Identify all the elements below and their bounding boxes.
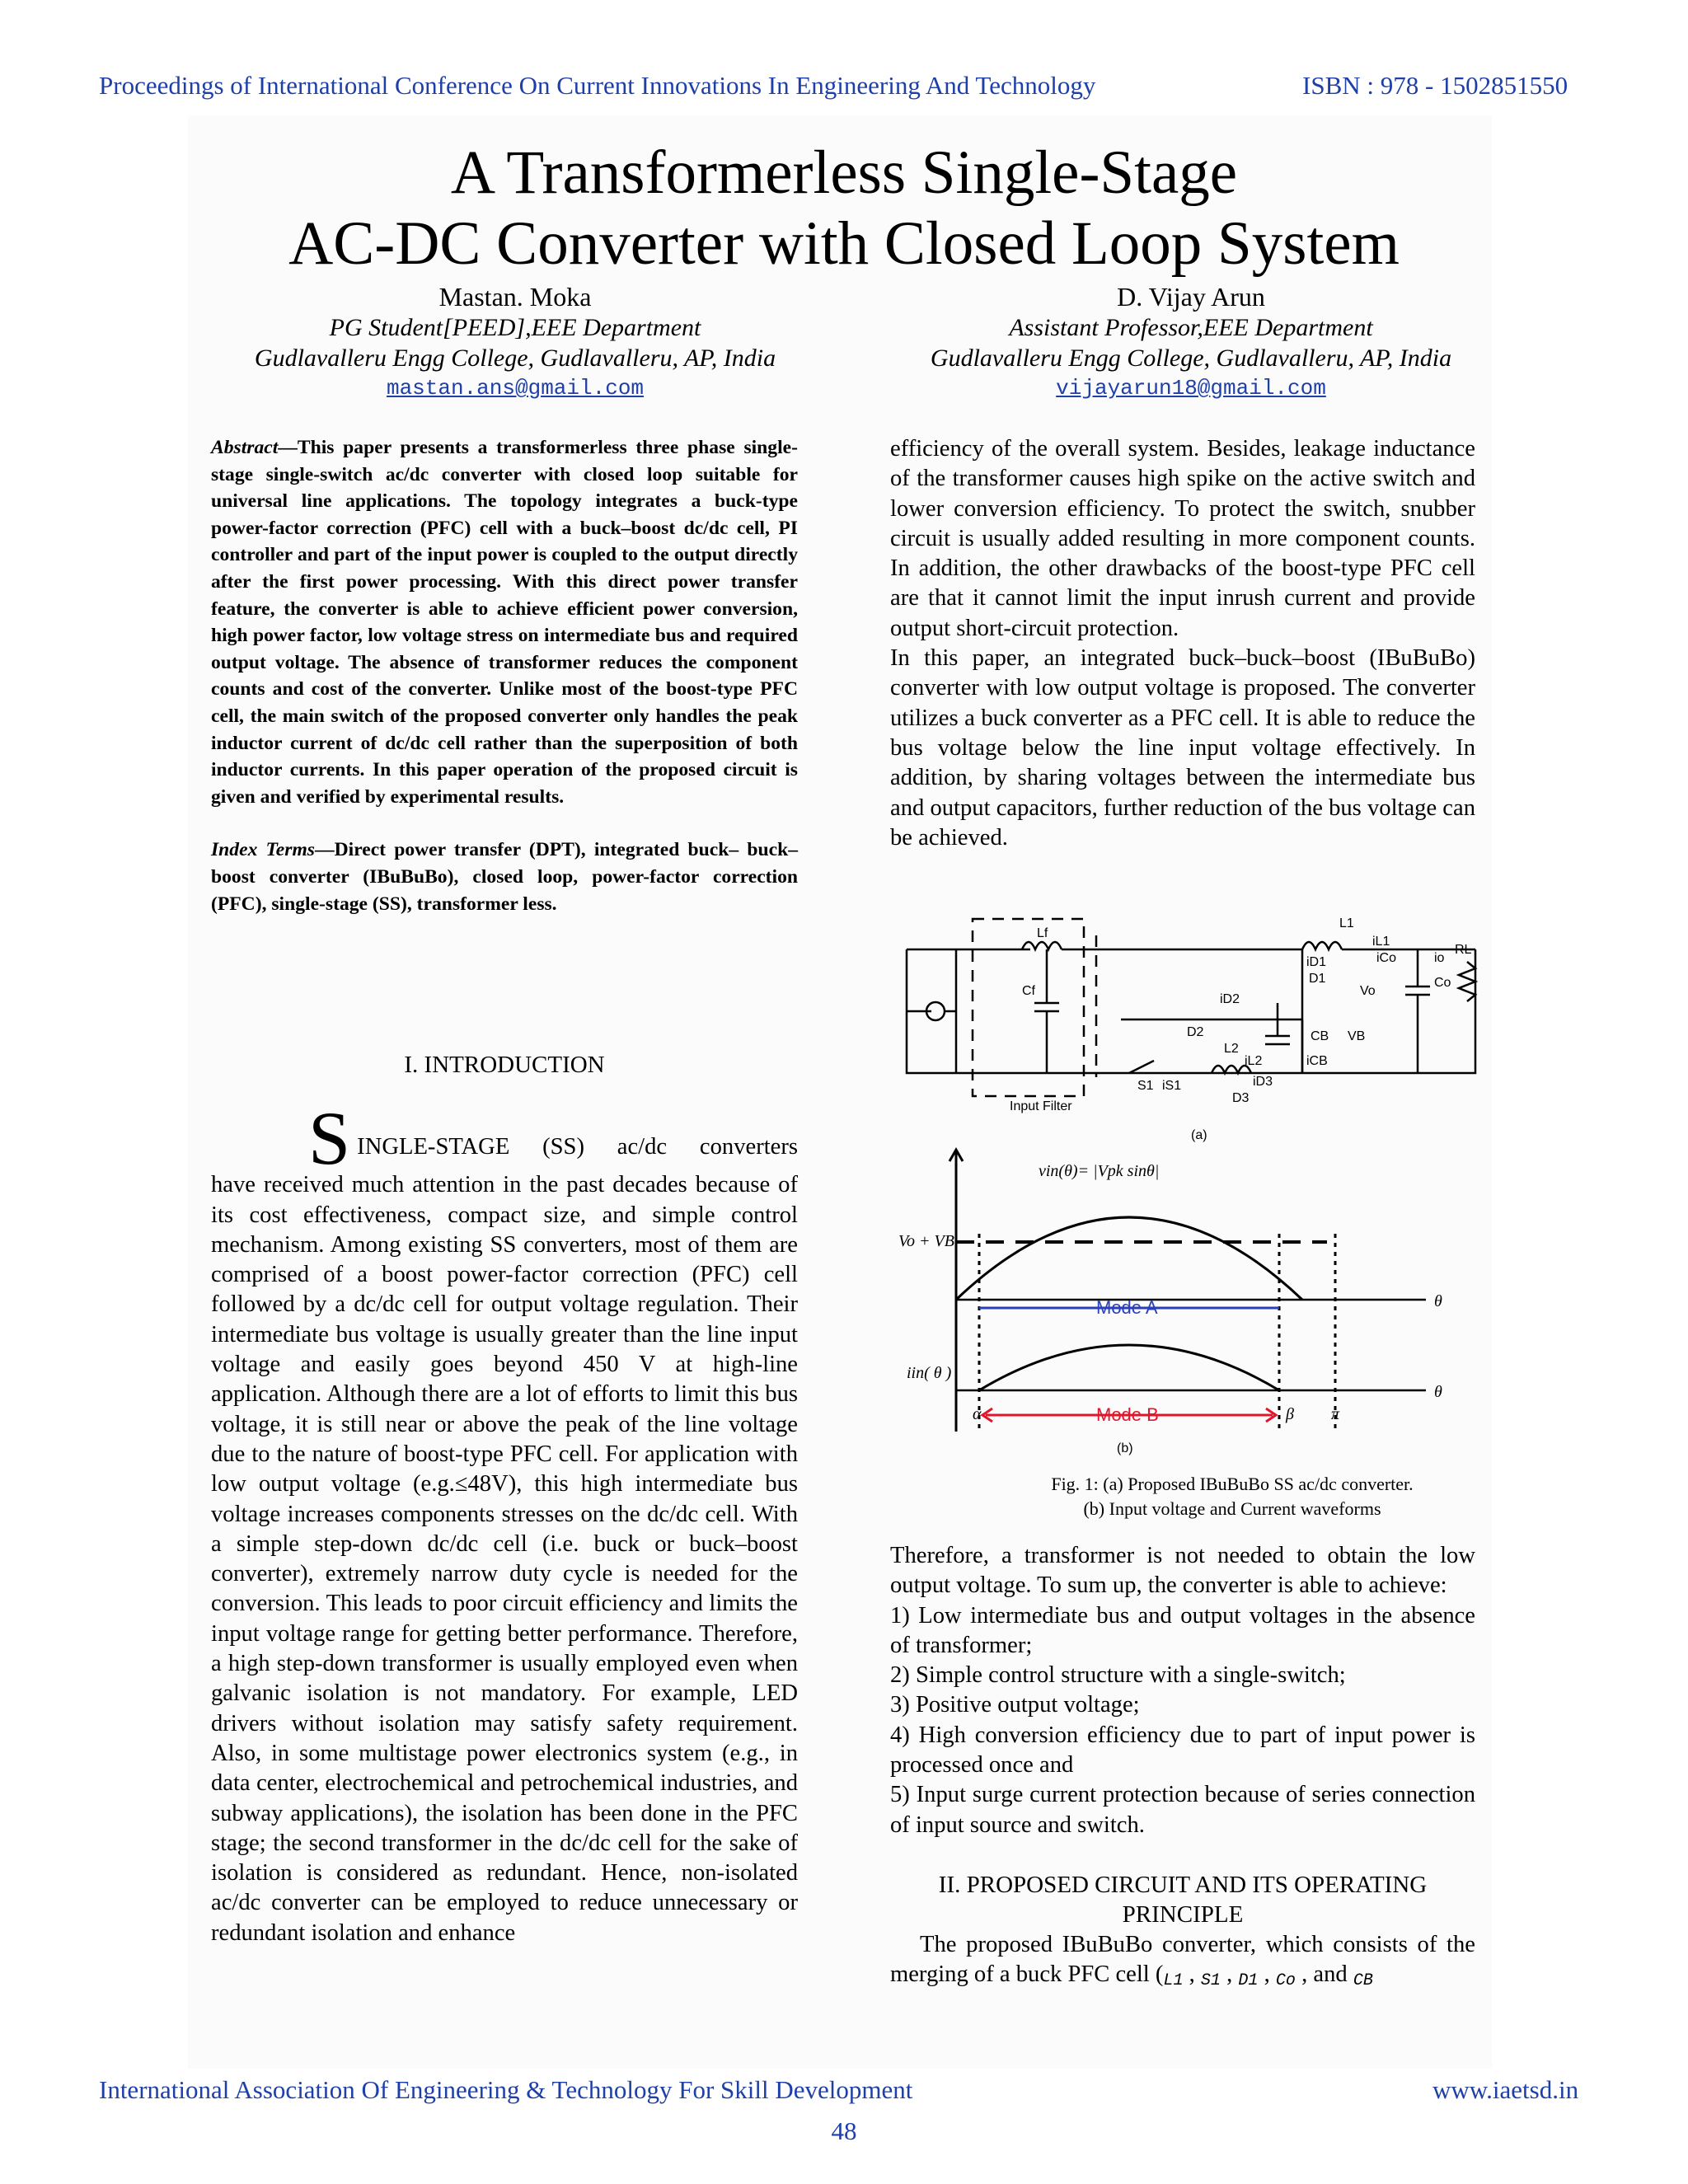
list-item: 4) High conversion efficiency due to part of input power is processed once and — [890, 1722, 1475, 1779]
label-l2: L2 — [1224, 1042, 1239, 1056]
label-pi: π — [1331, 1405, 1340, 1423]
figure-1 — [890, 912, 1484, 1470]
paper-title-line2: AC-DC Converter with Closed Loop System — [288, 209, 1400, 278]
website-link[interactable]: www.iaetsd.in — [1432, 2075, 1579, 2104]
label-vo: Vo — [1360, 984, 1376, 998]
right-column-bottom — [890, 1541, 1475, 1996]
paragraph: Therefore, a transformer is not needed to obtain the low output voltage. To sum up, the converter is able to achieve: — [890, 1543, 1475, 1599]
association-footer: International Association Of Engineering & Technology For Skill Development — [99, 2075, 913, 2104]
author-role: Assistant Professor,EEE Department — [1009, 314, 1373, 341]
waveform-diagram — [898, 1150, 1442, 1455]
label-co: Co — [1434, 976, 1451, 990]
proceedings-header: Proceedings of International Conference On Current Innovations In Engineering And Technology — [99, 71, 1096, 100]
label-input-filter: Input Filter — [1010, 1099, 1072, 1113]
section2-text: The proposed IBuBuBo converter, which consists of the merging of a buck PFC cell ( — [890, 1931, 1475, 1987]
abstract-text: —This paper presents a transformerless three phase single-stage single-switch ac/dc converter with closed loop suitable for universal line applications. The topology integrates a buck-type power-factor correction (PFC) cell with a buck–boost dc/dc cell, PI controller and part of the input power is coupled to the output directly after the first power processing. With this direct power transfer feature, the converter is able to achieve efficient power conversion, high power factor, low voltage stress on intermediate bus and required output voltage. The absence of transformer reduces the component counts and cost of the converter. Unlike most of the boost-type PFC cell, the main switch of the proposed converter only handles the peak inductor current of dc/dc cell rather than the superposition of both inductor currents. In this paper operation of the proposed circuit is given and verified by experimental results. — [211, 437, 798, 808]
label-d1: D1 — [1309, 972, 1326, 986]
sym-cb: CB — [1353, 1971, 1373, 1990]
right-column-top — [890, 434, 1475, 853]
label-vin-equation: vin(θ)= |Vpk sinθ| — [1039, 1162, 1160, 1180]
index-terms — [211, 837, 798, 917]
index-terms-label: Index Terms — [211, 839, 315, 861]
label-sub-a: (a) — [1191, 1128, 1207, 1142]
label-is1: iS1 — [1162, 1079, 1182, 1093]
label-il1: iL1 — [1372, 935, 1390, 949]
label-sub-b: (b) — [1117, 1441, 1133, 1455]
label-io: io — [1434, 951, 1445, 965]
label-ico: iCo — [1376, 951, 1397, 965]
paragraph: In this paper, an integrated buck–buck–boost (IBuBuBo) converter with low output voltage is proposed. The converter utilizes a buck converter as a PFC cell. It is able to reduce the bus voltage below the line input voltage effectively. In addition, by sharing voltages between the intermediate bus and output capacitors, further reduction of the bus voltage can be achieved. — [890, 645, 1475, 851]
section-heading-cont: PRINCIPLE — [1122, 1901, 1244, 1929]
index-terms-text: —Direct power transfer (DPT), integrated buck– buck–boost converter (IBuBuBo), closed loop, power-factor correction (PFC), single-stage (SS), transformer less. — [211, 839, 799, 915]
label-alpha: α — [973, 1405, 982, 1423]
sym-co: Co — [1275, 1971, 1296, 1990]
label-d2: D2 — [1187, 1025, 1204, 1039]
label-cb: CB — [1311, 1029, 1329, 1043]
section-introduction — [211, 1050, 798, 1948]
label-id2: iD2 — [1220, 992, 1240, 1006]
label-mode-a: Mode A — [1096, 1297, 1158, 1318]
label-iin: iin( θ ) — [907, 1364, 952, 1382]
author-email-link[interactable]: mastan.ans@gmail.com — [386, 376, 645, 401]
author-block-2 — [865, 282, 1517, 404]
caption-line-1: Fig. 1: (a) Proposed IBuBuBo SS ac/dc converter. — [1051, 1474, 1414, 1494]
list-item: 1) Low intermediate bus and output voltages in the absence of transformer; — [890, 1602, 1475, 1658]
label-s1: S1 — [1137, 1079, 1154, 1093]
author-role: PG Student[PEED],EEE Department — [329, 314, 701, 341]
label-id3: iD3 — [1253, 1075, 1273, 1089]
isbn-header: ISBN : 978 - 1502851550 — [1302, 71, 1568, 100]
sym-s1: S1 — [1200, 1971, 1221, 1990]
label-vo-vb: Vo + VB — [898, 1232, 954, 1250]
paper-title-line1: A Transformerless Single-Stage — [450, 138, 1238, 207]
author-name: D. Vijay Arun — [1117, 282, 1265, 312]
label-cf: Cf — [1022, 984, 1035, 998]
label-vb: VB — [1348, 1029, 1366, 1043]
label-id1: iD1 — [1306, 955, 1327, 969]
circuit-diagram — [907, 919, 1475, 1096]
section2-paragraph: The proposed IBuBuBo converter, which consists of the merging of a buck PFC cell (L1 , S1 , D1 , Co , and CB — [890, 1931, 1475, 1990]
list-item: 5) Input surge current protection because of series connection of input source and switch. — [890, 1782, 1475, 1838]
label-l1: L1 — [1339, 916, 1354, 930]
author-affiliation: Gudlavalleru Engg College, Gudlavalleru, AP, India — [930, 344, 1452, 372]
sym-l1: L1 — [1163, 1971, 1184, 1990]
abstract — [211, 434, 798, 917]
label-d3: D3 — [1232, 1091, 1250, 1105]
intro-body: have received much attention in the past decades because of its cost effectiveness, compact size, and simple control mechanism. Among existing SS converters, most of them are comprised of a boost power-factor correction (PFC) cell followed by a dc/dc cell for output voltage regulation. Their intermediate bus voltage is usually greater than the line input voltage and easily goes beyond 450 V at high-line application. Although there are a lot of efforts to limit this bus voltage, it is still near or above the peak of the line voltage due to the nature of boost-type PFC cell. For application with low output voltage (e.g.≤48V), this high intermediate bus voltage increases components stresses on the dc/dc cell. With a simple step-down dc/dc cell (i.e. buck or buck–boost converter), extremely narrow duty cycle is needed for the conversion. This leads to poor circuit efficiency and limits the input voltage range for getting better performance. Therefore, a high step-down transformer is usually employed even when galvanic isolation is not mandatory. For example, LED drivers without isolation may satisfy safety requirement. Also, in some multistage power electronics system (e.g., in data center, electrochemical and petrochemical industries, and subway applications), the isolation has been done in the PFC stage; the second transformer in the dc/dc cell for the sake of isolation is considered as redundant. Hence, non-isolated ac/dc converter can be employed to reduce unnecessary or redundant isolation and enhance — [211, 1172, 798, 1946]
section-heading: I. INTRODUCTION — [404, 1052, 605, 1078]
label-mode-b: Mode B — [1096, 1404, 1159, 1425]
abstract-paragraph — [211, 434, 798, 810]
sym-d1: D1 — [1238, 1971, 1259, 1990]
label-theta-1: θ — [1434, 1292, 1442, 1310]
intro-paragraph — [211, 1098, 798, 1948]
figure-caption — [890, 1472, 1574, 1521]
label-il2: iL2 — [1245, 1054, 1263, 1068]
abstract-label: Abstract — [211, 437, 279, 458]
page-number: 48 — [831, 2116, 857, 2145]
author-name: Mastan. Moka — [438, 282, 592, 312]
sym-and: , and — [1301, 1961, 1348, 1987]
caption-line-2: (b) Input voltage and Current waveforms — [1083, 1498, 1381, 1519]
author-email-link[interactable]: vijayarun18@gmail.com — [1056, 376, 1326, 401]
author-affiliation: Gudlavalleru Engg College, Gudlavalleru, AP, India — [254, 344, 776, 372]
label-lf: Lf — [1037, 926, 1048, 940]
section-heading: II. PROPOSED CIRCUIT AND ITS OPERATING — [938, 1871, 1428, 1898]
paragraph: efficiency of the overall system. Besides, leakage inductance of the transformer causes high spike on the active switch and lower conversion efficiency. To protect the switch, snubber circuit is usually added resulting in more component counts. In addition, the other drawbacks of the boost-type PFC cell are that it cannot limit the input inrush current and provide output short-circuit protection. — [890, 436, 1475, 641]
author-block-1 — [190, 282, 841, 404]
label-theta-2: θ — [1434, 1383, 1442, 1401]
label-rl: RL — [1455, 943, 1472, 957]
dropcap: S — [308, 1096, 351, 1181]
list-item: 2) Simple control structure with a single-switch; — [890, 1662, 1346, 1689]
label-icb: iCB — [1306, 1054, 1328, 1068]
list-item: 3) Positive output voltage; — [890, 1692, 1140, 1718]
label-beta: β — [1286, 1405, 1294, 1423]
intro-first-line: INGLE-STAGE (SS) ac/dc converters — [357, 1134, 798, 1160]
